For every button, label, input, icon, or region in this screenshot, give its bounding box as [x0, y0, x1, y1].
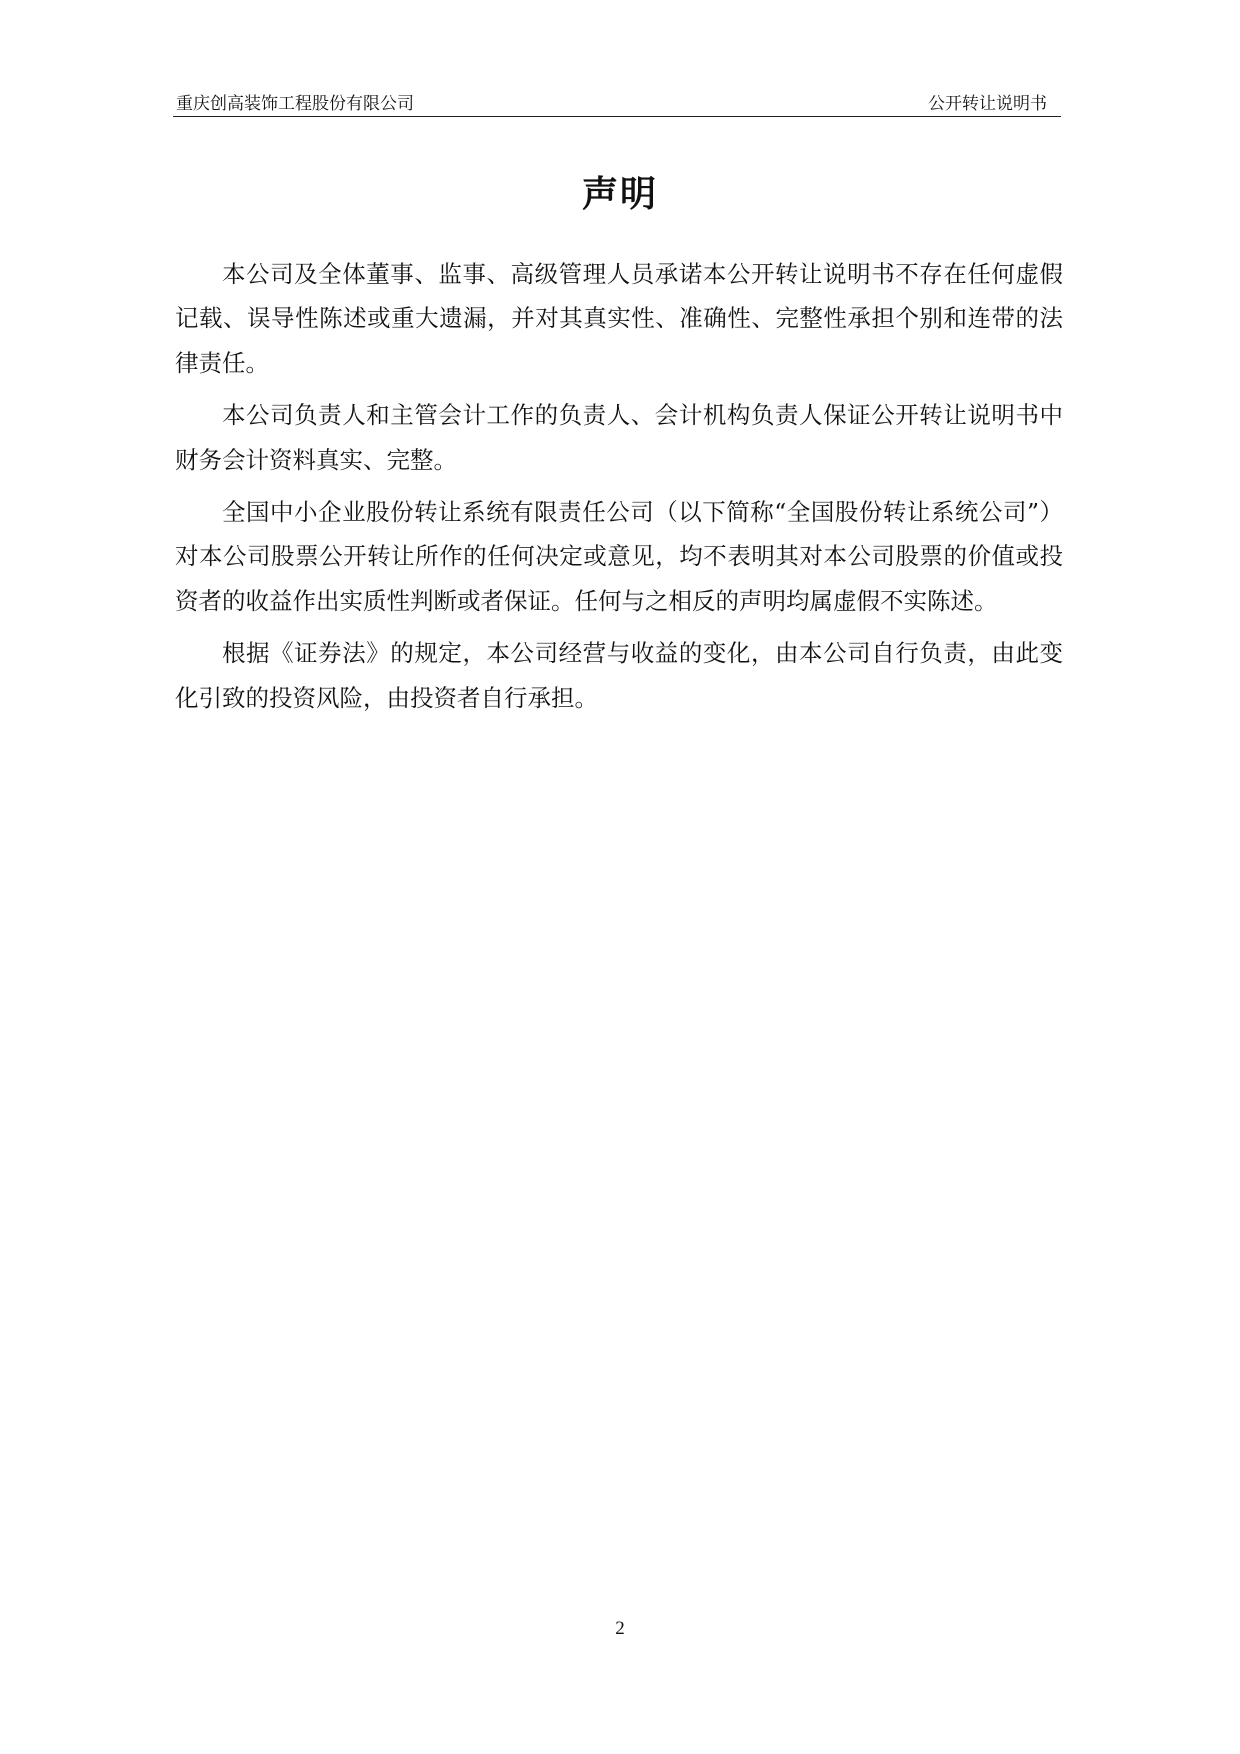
- declaration-paragraph-4: 根据《证券法》的规定，本公司经营与收益的变化，由本公司自行负责，由此变化引致的投资风险，由投资者自行承担。: [175, 639, 1063, 712]
- page-number: 2: [615, 1618, 625, 1639]
- declaration-paragraph-3: 全国中小企业股份转让系统有限责任公司（以下简称“全国股份转让系统公司”）对本公司股票公开转让所作的任何决定或意见，均不表明其对本公司股票的价值或投资者的收益作出实质性判断或者保证。任何与之相反的声明均属虚假不实陈述。: [175, 498, 1063, 615]
- header-company-name: 重庆创高装饰工程股份有限公司: [176, 94, 414, 114]
- page-header: [173, 86, 1061, 117]
- header-document-type: 公开转让说明书: [928, 94, 1047, 114]
- declaration-body: [175, 252, 1063, 728]
- declaration-paragraph-1: 本公司及全体董事、监事、高级管理人员承诺本公开转让说明书不存在任何虚假记载、误导性陈述或重大遗漏，并对其真实性、准确性、完整性承担个别和连带的法律责任。: [175, 260, 1063, 377]
- page-title: 声明: [581, 174, 658, 215]
- declaration-paragraph-2: 本公司负责人和主管会计工作的负责人、会计机构负责人保证公开转让说明书中财务会计资料真实、完整。: [175, 401, 1063, 474]
